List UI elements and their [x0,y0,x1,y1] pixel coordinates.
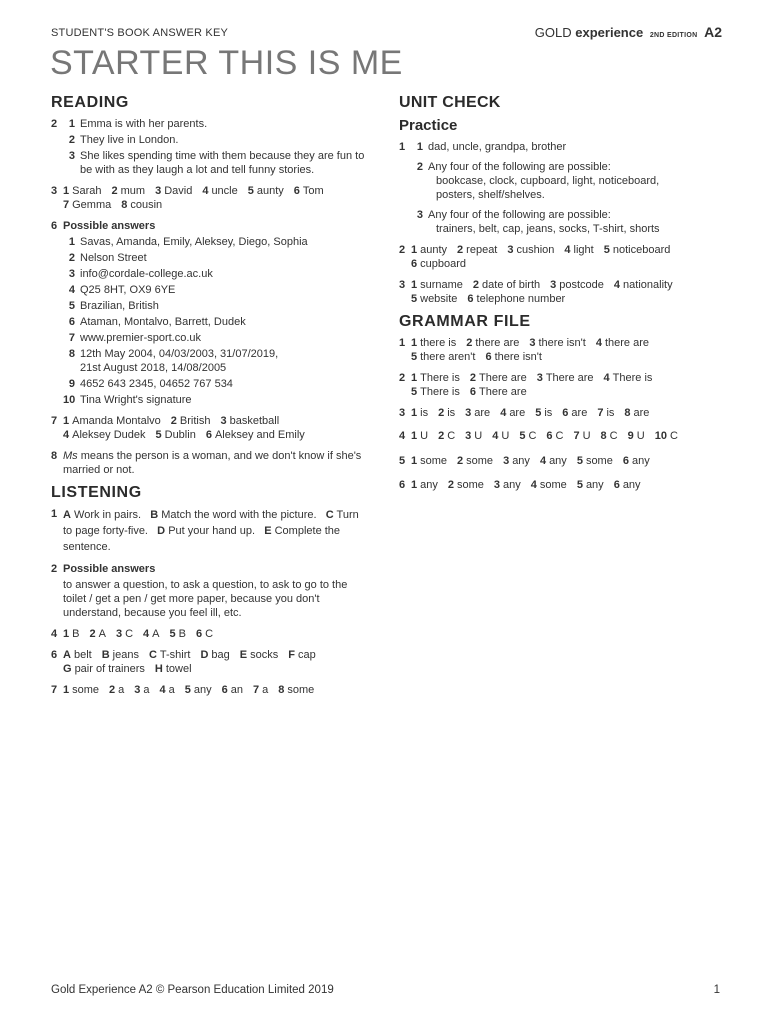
grammar-exercise-5 [399,454,721,468]
exercise-number: 4 [399,430,406,442]
answer-line: 2 1 There is 2 There are 3 There are 4 There is [399,372,653,384]
question-number: 2 [68,252,75,264]
answer-line: 5 website 6 telephone number [411,293,566,305]
reading-exercise-8 [51,449,366,477]
question-number: 2 [68,134,75,146]
answer-line: 4 1 B 2 A 3 C 4 A 5 B 6 C [51,628,214,640]
left-column [51,94,366,704]
right-column [399,94,721,499]
answer-line: 5 there aren't 6 there isn't [411,351,542,363]
practice-heading: Practice [399,117,458,134]
exercise-number: 2 [51,563,58,575]
brand-logo [535,24,722,40]
exercise-number: 2 [399,372,406,384]
answer-line: 3 1 surname 2 date of birth 3 postcode 4 nationality [399,279,673,291]
exercise-number: 5 [399,455,406,467]
ms-term: Ms [63,450,78,462]
possible-answers-label: Possible answers [63,563,156,575]
answer-line [51,578,366,620]
unit-check-exercise-2 [399,243,721,271]
answer-text: means the person is a woman, and we don't know if she's married or not. [63,450,362,476]
answer-line: 6 1 any 2 some 3 any 4 some 5 any 6 any [399,479,641,491]
answer-line: 5 1 some 2 some 3 any 4 any 5 some 6 any [399,455,650,467]
question-number: 8 [68,348,75,360]
level-label: A2 [704,24,722,40]
exercise-number: 7 [51,684,58,696]
answer-text: 4652 643 2345, 04652 767 534 [80,378,233,390]
reading-exercise-2 [51,117,366,177]
exercise-number: 1 [399,337,406,349]
reading-heading: READING [51,94,129,111]
unit-check-exercise-1 [399,140,721,236]
exercise-number: 3 [399,279,406,291]
question-number: 9 [68,378,75,390]
answer-line: 3 Any four of the following are possible: trainers, belt, cap, jeans, socks, T-shirt, shorts [416,209,660,235]
unit-check-heading: UNIT CHECK [399,94,501,111]
answer-line: 1 1 dad, uncle, grandpa, brother [399,141,567,153]
answer-line: 7 1 Amanda Montalvo 2 British 3 basketball [51,415,280,427]
possible-answers-label: Possible answers [63,220,156,232]
listening-exercise-2 [51,562,366,620]
copyright-footer: Gold Experience A2 © Pearson Education Limited 2019 [51,984,334,996]
grammar-exercise-3 [399,406,721,420]
listening-exercise-6 [51,648,366,676]
answer-line: 6 A belt B jeans C T-shirt D bag E socks F cap [51,649,316,661]
listening-exercise-7 [51,683,366,697]
question-number: 5 [68,300,75,312]
answer-line: 1 A Work in pairs. B Match the word with the picture. C Turn to page forty-five. D Put your hand up. E Complete the sentence. [51,508,359,553]
question-number: 7 [68,332,75,344]
listening-exercise-4 [51,627,366,641]
exercise-number: 6 [51,220,58,232]
exercise-number: 3 [51,185,58,197]
answer-line: 2 Any four of the following are possible: bookcase, clock, cupboard, light, noticeboard, posters, shelf/shelves. [416,161,660,201]
edition-label: 2ND EDITION [649,32,698,39]
exercise-number: 1 [51,508,58,520]
answer-line: 7 Gemma 8 cousin [63,199,163,211]
brand-name-bold: experience [575,25,644,40]
answer-text: Ataman, Montalvo, Barrett, Dudek [80,316,246,328]
answer-text: Emma is with her parents. [80,118,208,130]
answer-text: Tina Wright's signature [80,394,192,406]
exercise-number: 6 [399,479,406,491]
answer-text: www.premier-sport.co.uk [80,332,202,344]
answer-line [51,149,366,177]
answer-text: to answer a question, to ask a question, to ask to go to the toilet / get a pen / get more paper, because you don't understand, because you feel ill, etc. [63,579,348,619]
answer-line: 2 1 aunty 2 repeat 3 cushion 4 light 5 noticeboard [399,244,671,256]
exercise-number: 1 [399,141,406,153]
exercise-number: 4 [51,628,58,640]
question-number: 4 [68,284,75,296]
question-number: 1 [68,236,75,248]
brand-name: GOLD [534,25,572,40]
answer-line: 1 1 there is 2 there are 3 there isn't 4 there are [399,337,649,349]
answer-line: 4 1 U 2 C 3 U 4 U 5 C 6 C 7 U 8 C 9 U 10 C [399,430,678,442]
answer-line: 4 Aleksey Dudek 5 Dublin 6 Aleksey and Emily [63,429,305,441]
grammar-exercise-4 [399,429,721,443]
answer-text: She likes spending time with them because they are fun to be with as they laugh a lot and tell funny stories. [80,150,365,176]
answer-line [51,219,366,233]
answer-text: Savas, Amanda, Emily, Aleksey, Diego, Sophia [80,236,308,248]
answer-text: info@cordale-college.ac.uk [80,268,213,280]
exercise-number: 3 [399,407,406,419]
exercise-number: 6 [51,649,58,661]
answer-text: They live in London. [80,134,179,146]
answer-text: Brazilian, British [80,300,159,312]
question-number: 1 [68,118,75,130]
grammar-exercise-6 [399,478,721,492]
grammar-exercise-2 [399,371,721,399]
question-number: 10 [63,394,76,406]
reading-exercise-6 [51,219,366,407]
answer-line [51,117,366,131]
reading-exercise-3 [51,184,366,212]
answer-line [51,562,366,576]
grammar-file-heading: GRAMMAR FILE [399,313,531,330]
answer-text: 12th May 2004, 04/03/2003, 31/07/2019, 21st August 2018, 14/08/2005 [80,348,279,374]
answer-line [51,449,366,477]
question-number: 6 [68,316,75,328]
exercise-number: 2 [51,118,58,130]
exercise-number: 2 [399,244,406,256]
listening-exercise-1 [51,507,366,555]
answer-line: G pair of trainers H towel [63,663,192,675]
unit-check-exercise-3 [399,278,721,306]
answer-line: 3 1 Sarah 2 mum 3 David 4 uncle 5 aunty 6 Tom [51,185,324,197]
listening-heading: LISTENING [51,484,142,501]
answer-text: Nelson Street [80,252,147,264]
grammar-exercise-1 [399,336,721,364]
answer-line: 3 1 is 2 is 3 are 4 are 5 is 6 are 7 is 8 are [399,407,650,419]
question-number: 3 [68,150,75,162]
answer-line [51,133,366,147]
exercise-number: 8 [51,450,58,462]
reading-exercise-7 [51,414,366,442]
answer-line: 5 There is 6 There are [411,386,527,398]
page-number: 1 [713,984,720,996]
answer-text: Q25 8HT, OX9 6YE [80,284,176,296]
answer-line: 7 1 some 2 a 3 a 4 a 5 any 6 an 7 a 8 some [51,684,315,696]
page-title: STARTER THIS IS ME [50,44,403,82]
running-header: STUDENT'S BOOK ANSWER KEY [51,27,229,39]
exercise-number: 7 [51,415,58,427]
question-number: 3 [68,268,75,280]
answer-line: 6 cupboard [411,258,466,270]
